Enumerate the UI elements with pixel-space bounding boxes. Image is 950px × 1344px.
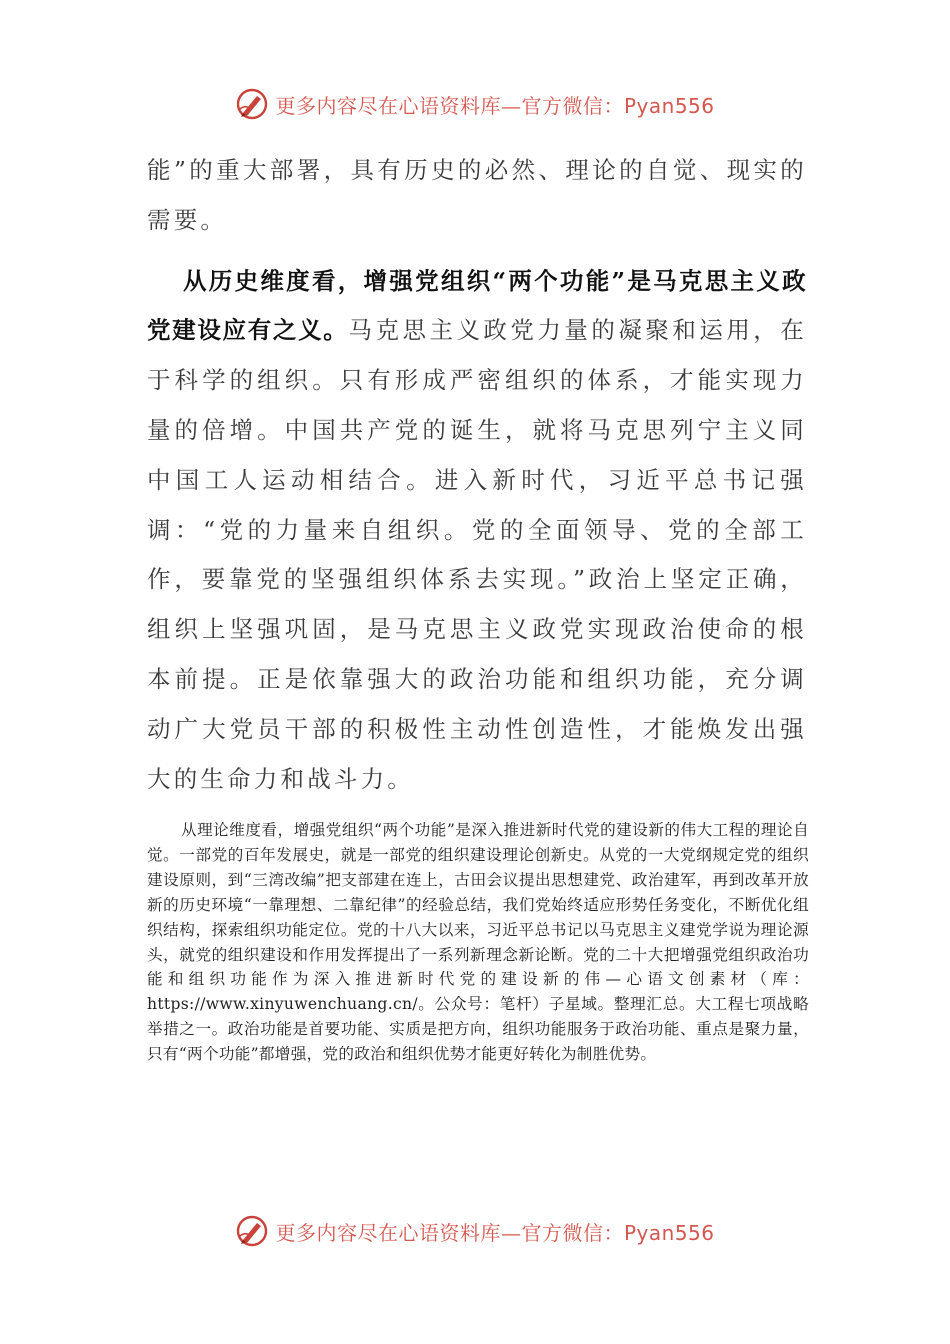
watermark-handle: Pyan556: [623, 93, 715, 118]
paragraph-historical-dimension: [147, 257, 807, 805]
pen-logo-icon: [235, 1214, 269, 1248]
paragraph-continuation: 能”的重大部署，具有历史的必然、理论的自觉、现实的需要。: [147, 156, 807, 234]
paragraph-theoretical-dimension: 从理论维度看，增强党组织“两个功能”是深入推进新时代党的建设新的伟大工程的理论自觉。一部党的百年发展史，就是一部党的组织建设理论创新史。从党的一大党纲规定党的组织建设原则，到“三湾改编”把支部建在连上，古田会议提出思想建党、政治建军，再到改革开放新的历史环境“一靠理想、二靠纪律”的经验总结，我们党始终适应形势任务变化，不断优化组织结构，探索组织功能定位。党的十八大以来，习近平总书记以马克思主义建党学说为理论源头，就党的组织建设和作用发挥提出了一系列新理念新论断。党的二十大把增强党组织政治功能和组织功能作为深入推进新时代党的建设新的伟—心语文创素材（库：https://www.xinyuwenchuang.cn/。公众号：笔杆）子星域。整理汇总。大工程七项战略举措之一。政治功能是首要功能、实质是把方向，组织功能服务于政治功能、重点是聚力量，只有“两个功能”都增强，党的政治和组织优势才能更好转化为制胜优势。: [147, 821, 809, 1064]
watermark-text: 更多内容尽在心语资料库—官方微信：Pyan556: [275, 1220, 715, 1245]
watermark-handle: Pyan556: [623, 1220, 715, 1245]
paragraph-body-text: 马克思主义政党力量的凝聚和运用，在于科学的组织。只有形成严密组织的体系，才能实现力量的倍增。中国共产党的诞生，就将马克思列宁主义同中国工人运动相结合。进入新时代，习近平总书记强调：“党的力量来自组织。党的全面领导、党的全部工作，要靠党的坚强组织体系去实现。”政治上坚定正确，组织上坚强巩固，是马克思主义政党实现政治使命的根本前提。正是依靠强大的政治功能和组织功能，充分调动广大党员干部的积极性主动性创造性，才能焕发出强大的生命力和战斗力。: [147, 316, 807, 793]
watermark-text: 更多内容尽在心语资料库—官方微信：Pyan556: [275, 93, 715, 118]
paragraph-lead-sentence: 从历史维度看，增强党组织“两个功能”是马克思主义政党建设应有之义。: [147, 266, 807, 345]
document-body: [147, 146, 807, 804]
pen-logo-icon: [235, 87, 269, 121]
footer-watermark: [0, 1211, 950, 1251]
header-watermark: [0, 84, 950, 124]
